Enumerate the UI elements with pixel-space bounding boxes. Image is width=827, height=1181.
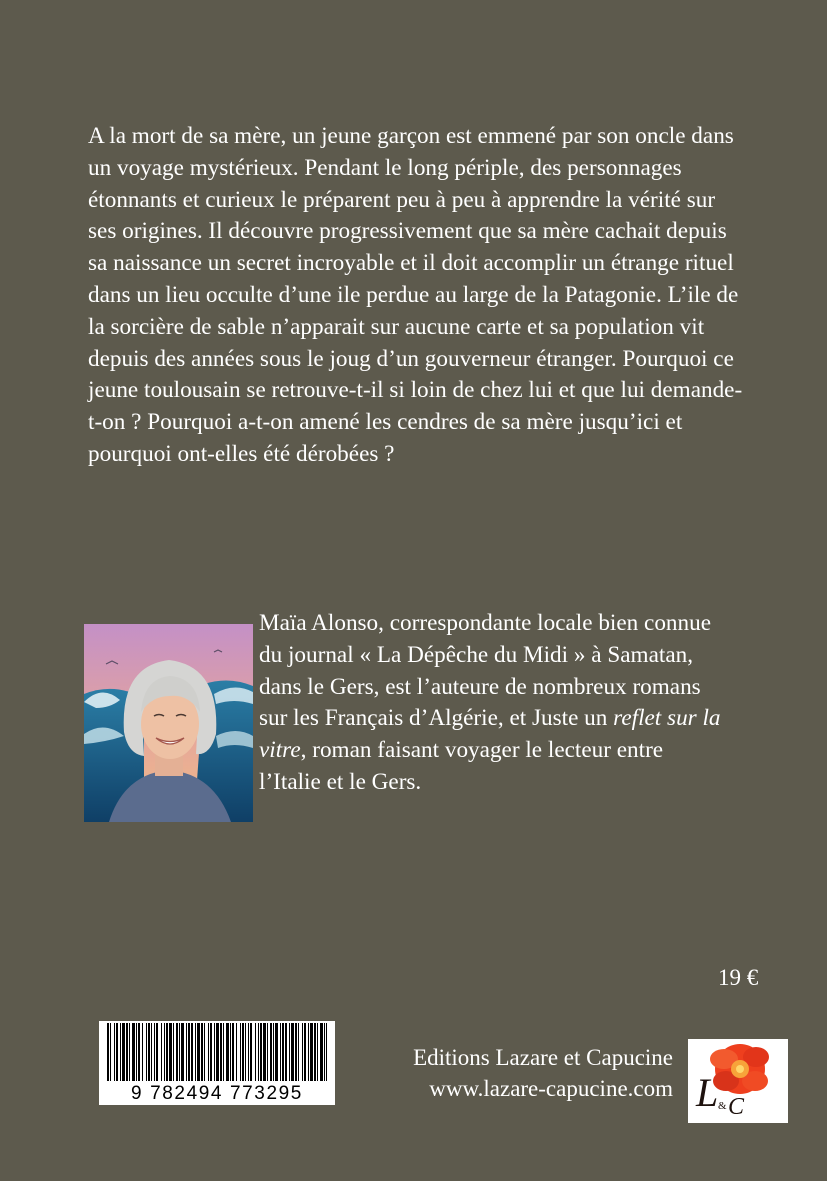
publisher-logo <box>688 1039 788 1123</box>
price: 19 € <box>718 965 759 990</box>
back-cover-synopsis <box>88 121 748 471</box>
publisher-website[interactable]: www.lazare-capucine.com <box>429 1076 673 1101</box>
isbn-digits: 9 782494 773295 <box>131 1083 303 1104</box>
logo-letter-l: L <box>696 1070 719 1115</box>
author-photo <box>84 624 253 822</box>
isbn-barcode <box>99 1021 335 1105</box>
book-title-italic: reflet sur la vitre <box>259 705 721 764</box>
author-bio <box>259 608 729 799</box>
publisher-name: Editions Lazare et Capucine <box>413 1045 673 1070</box>
synopsis-text: A la mort de sa mère, un jeune garçon est emmené par son oncle dans un voyage mystérieux. Pendant le long périple, des personnages étonnants et curieux le préparent peu à peu à apprendre la vérité sur ses origines. Il découvre progressivement que sa mère cachait depuis sa naissance un secret incroyable et il doit accomplir un étrange rituel dans un lieu occulte d’une ile perdue au large de la Patagonie. L’ile de la sorcière de sable n’apparait sur aucune carte et sa population vit depuis des années sous le joug d’un gouverneur étranger. Pourquoi ce jeune toulousain se retrouve-t-il si loin de chez lui et que lui demande-t-on ? Pourquoi a-t-on amené les cendres de sa mère jusqu’ici et pourquoi ont-elles été dérobées ? <box>88 123 743 467</box>
logo-ampersand: & <box>718 1100 727 1112</box>
logo-letter-c: C <box>728 1094 745 1120</box>
bio-text: Maïa Alonso, correspondante locale bien connue du journal « La Dépêche du Midi » à Samatan, dans le Gers, est l’auteure de nombreux romans sur les Français d’Algérie, et Juste un <box>259 610 712 732</box>
publisher-block <box>413 1042 673 1104</box>
bio-text-end: , roman faisant voyager le lecteur entre l’Italie et le Gers. <box>259 737 664 795</box>
